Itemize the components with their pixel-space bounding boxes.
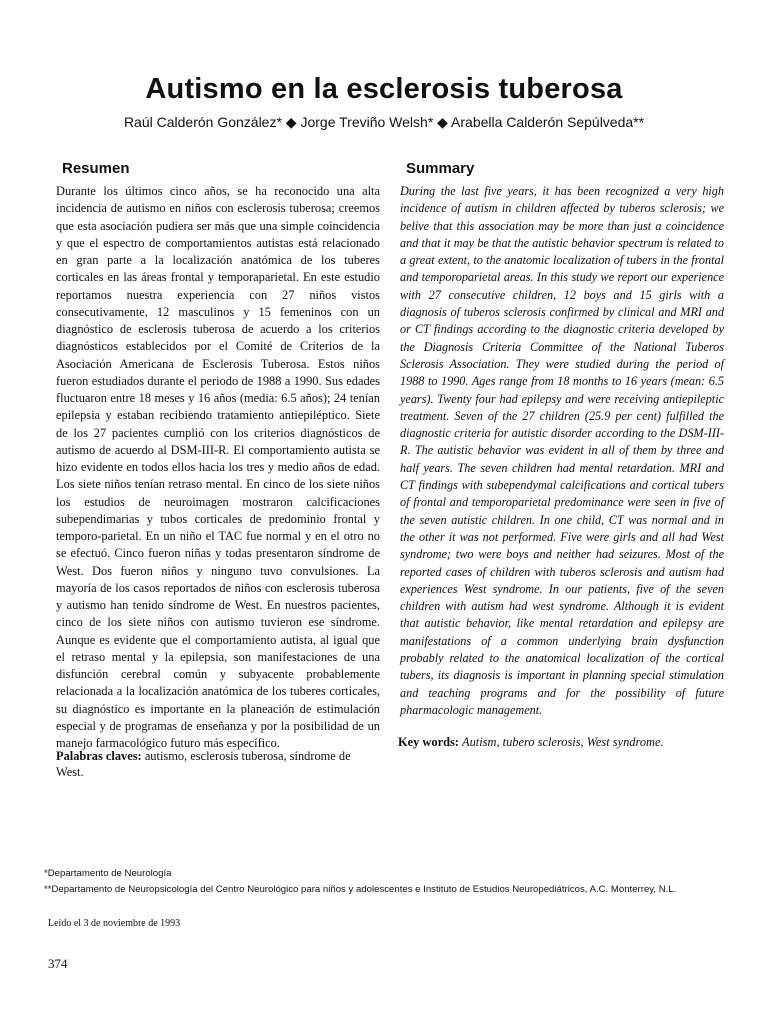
footnote-neurologia: *Departamento de Neurología	[44, 868, 172, 879]
summary-section	[400, 160, 724, 719]
affiliation-footnotes	[44, 866, 744, 898]
article-title: Autismo en la esclerosis tuberosa	[145, 73, 623, 106]
palabras-claves-label: Palabras claves:	[56, 749, 142, 763]
resumen-heading: Resumen	[62, 160, 130, 177]
page-number: 374	[48, 956, 68, 971]
summary-body: During the last five years, it has been recognized a very high incidence of autism in children affected by tuberos sclerosis; we belive that this association may be more than just a coincidence and that it may be that the autistic behavior spectrum is related to a great extent, to the anatomic localization of tubers in the frontal and temporoparietal areas. In this study we report our experience with 27 consecutive children, 12 boys and 15 girls with a diagnosis of tuberos sclerosis confirmed by clinical and MRI and or CT findings according to the diagnostic criteria developed by the Diagnosis Criteria Committee of the National Tuberos Sclerosis Association. They were studied during the period of 1988 to 1990. Ages range from 18 months to 16 years (mean: 6.5 years). Twenty four had epilepsy and were receiving antiepileptic treatment. Seven of the 27 children (25.9 per cent) fulfilled the diagnostic criteria for autistic disorder according to the DSM-III-R. The autistic behavior was evident in all of them by three and half years. The seven children had mental retardation. MRI and CT findings with subependymal calcifications and cortical tubers of frontal and temporoparietal predominance were seen in five of the seven autistic children. In one child, CT was normal and in the other it was not performed. Five were girls and all had West syndrome; two were boys and neither had seizures. Most of the reported cases of children with tuberos sclerosis and autism had experiences West syndrome. In our patients, five of the seven children with autism had west syndrome. Although it is evident that autistic behavior, like mental retardation and epilepsy are manifestations of a common underlying brain dysfunction probably related to the anatomical localization of the cortical tubers, its diagnosis is important in planning special stimulation and teaching programs and for the possibility of future pharmacologic management.	[400, 184, 724, 717]
key-words-text: Autism, tubero sclerosis, West syndrome.	[462, 735, 664, 749]
received-date: Leído el 3 de noviembre de 1993	[48, 918, 181, 929]
footnote-neuropsicologia: **Departamento de Neuropsicología del Centro Neurológico para niños y adolescentes e Instituto de Estudios Neuropediátricos, A.C. Monterrey, N.L.	[44, 884, 677, 895]
palabras-claves-text: autismo, esclerosis tuberosa, síndrome de West.	[56, 749, 351, 779]
key-words-label: Key words:	[398, 735, 459, 749]
key-words	[398, 734, 728, 750]
palabras-claves	[56, 748, 380, 780]
resumen-section	[56, 160, 380, 752]
summary-heading: Summary	[406, 160, 475, 177]
author-list: Raúl Calderón González* ◆ Jorge Treviño Welsh* ◆ Arabella Calderón Sepúlveda**	[123, 114, 645, 130]
resumen-body: Durante los últimos cinco años, se ha reconocido una alta incidencia de autismo en niños con esclerosis tuberosa; creemos que esta asociación pudiera ser más que una simple coincidencia y que el espectro de comportamientos autistas está relacionado en gran parte a la localización anatómica de los tuberes corticales en las áreas frontal y temporaparietal. En este estudio reportamos nuestra experiencia con 27 niños vistos consecutivamente, 12 masculinos y 15 femeninos con un diagnóstico de esclerosis tuberosa de acuerdo a los criterios diagnósticos establecidos por el Comité de Criterios de la Asociación Americana de Esclerosis Tuberosa. Estos niños fueron estudiados durante el periodo de 1988 a 1990. Sus edades fluctuaron entre 18 meses y 16 años (media: 6.5 años); 24 tenían epilepsia y estaban recibiendo tratamiento antiepiléptico. Siete de los 27 pacientes cumplió con los criterios diagnósticos de autismo de acuerdo al DSM-III-R. El comportamiento autista se hizo evidente en todos ellos hacia los tres y medio años de edad. Los siete niños tenían retraso mental. En cinco de los siete niños los estudios de neuroimagen mostraron calcificaciones subependimarias y tubos corticales de predominio frontal y temporo-parietal. En un niño el TAC fue normal y en el otro no se efectuó. Cinco fueron niñas y todas presentaron síndrome de West. Dos fueron niños y ninguno tuvo convulsiones. La mayoría de los casos reportados de niños con esclerosis tuberosa y autismo han tenido síndrome de West. En nuestros pacientes, cinco de los siete niños con autismo tuvieron ese síndrome. Aunque es evidente que el comportamiento autista, al igual que el retraso mental y la epilepsia, son manifestaciones de una disfunción cerebral común y subyacente probablemente relacionada a la localización anatómica de los tuberes corticales, su diagnóstico es importante en la planeación de estimulación especial y de programas de enseñanza y por la posibilidad de un manejo farmacológico futuro más específico.	[56, 184, 380, 750]
